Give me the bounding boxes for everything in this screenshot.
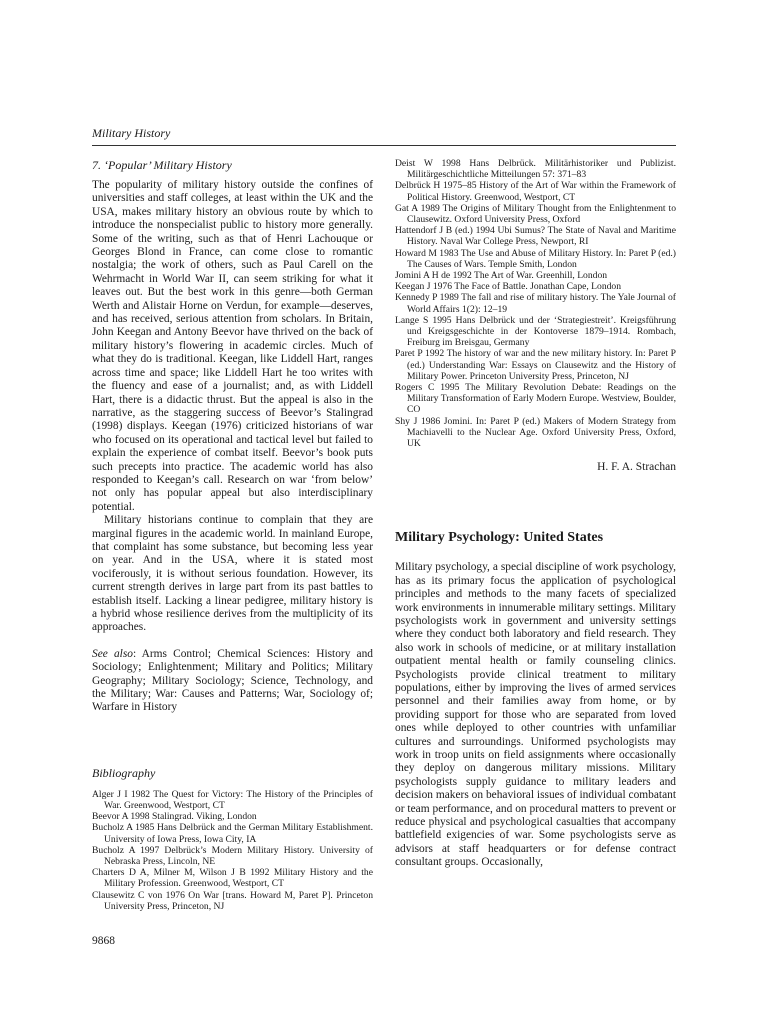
author-signature: H. F. A. Strachan [597, 461, 676, 474]
article-title: Military Psychology: United States [395, 530, 604, 546]
reference: Clausewitz C von 1976 On War [trans. Howard M, Paret P]. Princeton University Press, Princeton, NJ [92, 889, 373, 912]
body-paragraph: Military historians continue to complain that they are marginal figures in the academic world. In mainland Europe, that complaint has some substance, but becoming less year on year. And in the USA, where it is stated most vociferously, it is without serious foundation. However, its current strength derives in large part from its past battles to establish itself. Lacking a linear pedigree, military history is a hybrid whose resilience derives from the multiplicity of its approaches. [92, 514, 373, 634]
reference: Bucholz A 1985 Hans Delbrück and the German Military Establishment. University of Iowa Press, Iowa City, IA [92, 822, 373, 845]
bibliography-title: Bibliography [92, 765, 156, 780]
see-also [92, 648, 373, 715]
reference: Kennedy P 1989 The fall and rise of military history. The Yale Journal of World Affairs 1(2): 12–19 [395, 292, 676, 315]
running-head: Military History [92, 126, 171, 140]
reference: Beevor A 1998 Stalingrad. Viking, London [92, 811, 257, 823]
body-paragraph: The popularity of military history outside the confines of universities and staff colleges, at least within the UK and the USA, makes military history an obvious route by which to introduce the nonspecialist public to history more generally. Some of the writing, such as that of Henri Lachouque or Georges Blond in France, can come close to romantic nostalgia; the work of others, such as Paul Carell on the Wehrmacht in World War II, can seem striking for what it leaves out. But the best work in this genre—both German Werth and Alistair Horne on Verdun, for example—deserves, and has received, serious attention from scholars. In Britain, John Keegan and Antony Beevor have thrived on the back of military history’s flowering in academic circles. Much of what they do is traditional. Keegan, like Liddell Hart, ranges across time and space; like Liddell Hart he too writes with the fluency and ease of a journalist; and, as with Liddell Hart, there is a didactic thrust. But the appeal is also in the narrative, as the staggering success of Beevor’s Stalingrad (1998) displays. Keegan (1976) criticized historians of war who focused on its operational and tactical level but failed to explain the experience of combat itself. Beevor’s book puts such precepts into practice. The academic world has also responded to Keegan’s call. Research on war ‘from below’ not only has popular appeal but also interdisciplinary potential. [92, 179, 373, 513]
reference: Deist W 1998 Hans Delbrück. Militärhistoriker und Publizist. Militärgeschichtliche Mitteilungen 57: 371–83 [395, 158, 676, 181]
reference: Delbrück H 1975–85 History of the Art of War within the Framework of Political History. Greenwood, Westport, CT [395, 180, 676, 203]
reference: Keegan J 1976 The Face of Battle. Jonathan Cape, London [395, 281, 622, 293]
reference: Shy J 1986 Jomini. In: Paret P (ed.) Makers of Modern Strategy from Machiavelli to the Nuclear Age. Oxford University Press, Oxford, UK [395, 415, 676, 450]
reference: Bucholz A 1997 Delbrück’s Modern Military History. University of Nebraska Press, Lincoln, NE [92, 844, 373, 868]
reference: Lange S 1995 Hans Delbrück und der ‘Strategiestreit’. Kreigsführung und Kreigsgeschichte in der Kontoverse 1879–1914. Rombach, Freiburg im Breisgau, Germany [395, 314, 676, 349]
reference: Alger J I 1982 The Quest for Victory: The History of the Principles of War. Greenwood, Westport, CT [92, 788, 373, 812]
see-also-label: See also [92, 647, 133, 660]
header-rule [92, 145, 676, 146]
left-column [92, 158, 373, 912]
reference: Charters D A, Milner M, Wilson J B 1992 Military History and the Military Profession. Greenwood, Westport, CT [92, 867, 373, 890]
reference: Howard M 1983 The Use and Abuse of Military History. In: Paret P (ed.) The Causes of Wars. Temple Smith, London [395, 247, 676, 270]
page-number: 9868 [92, 935, 115, 947]
right-column [395, 158, 676, 870]
section-title: 7. ‘Popular’ Military History [92, 158, 232, 172]
reference: Jomini A H de 1992 The Art of War. Greenhill, London [395, 270, 608, 282]
bibliography-list-continued [395, 158, 676, 449]
body-paragraph: Military psychology, a special discipline of work psychology, has as its primary focus the application of psychological principles and methods to the many facets of specialized work environments in innumerable military settings. Military psychologists work in government and university settings where they conduct both laboratory and field research. They also work in schools of medicine, or at military installation outpatient mental health or family counseling clinics. Psychologists provide clinical treatment to military populations, either by improving the lives of armed services personnel and their families away from home, or by providing support for those who are separated from loved ones while deployed to other countries with unfamiliar cultures and surroundings. Uniformed psychologists may work in troop units on field assignments where occasionally they deploy on dangerous military missions. Military psychologists supply guidance to military leaders and decision makers on behavioral issues of individual combatant or team performance, and on procedural matters to prevent or reduce physical and psychological casualties that accompany battlefield exigencies of war. Some psychologists serve as advisors at staff headquarters or for defense contract consultant groups. Occasionally, [395, 561, 676, 869]
see-also-text: : Arms Control; Chemical Sciences: History and Sociology; Enlightenment; Military and Politics; Military Geography; Military Sociology; Science, Technology, and the Military; War: Causes and Patterns; War, Sociology of; Warfare in History [92, 647, 373, 714]
reference: Hattendorf J B (ed.) 1994 Ubi Sumus? The State of Naval and Maritime History. Naval War College Press, Newport, RI [395, 225, 676, 248]
reference: Paret P 1992 The history of war and the new military history. In: Paret P (ed.) Understanding War: Essays on Clausewitz and the History of Military Power. Princeton University Press, Princeton, NJ [395, 348, 676, 382]
bibliography-list [92, 789, 373, 912]
reference: Gat A 1989 The Origins of Military Thought from the Enlightenment to Clausewitz. Oxford University Press, Oxford [395, 202, 676, 226]
reference: Rogers C 1995 The Military Revolution Debate: Readings on the Military Transformation of Early Modern Europe. Westview, Boulder, CO [395, 382, 676, 416]
